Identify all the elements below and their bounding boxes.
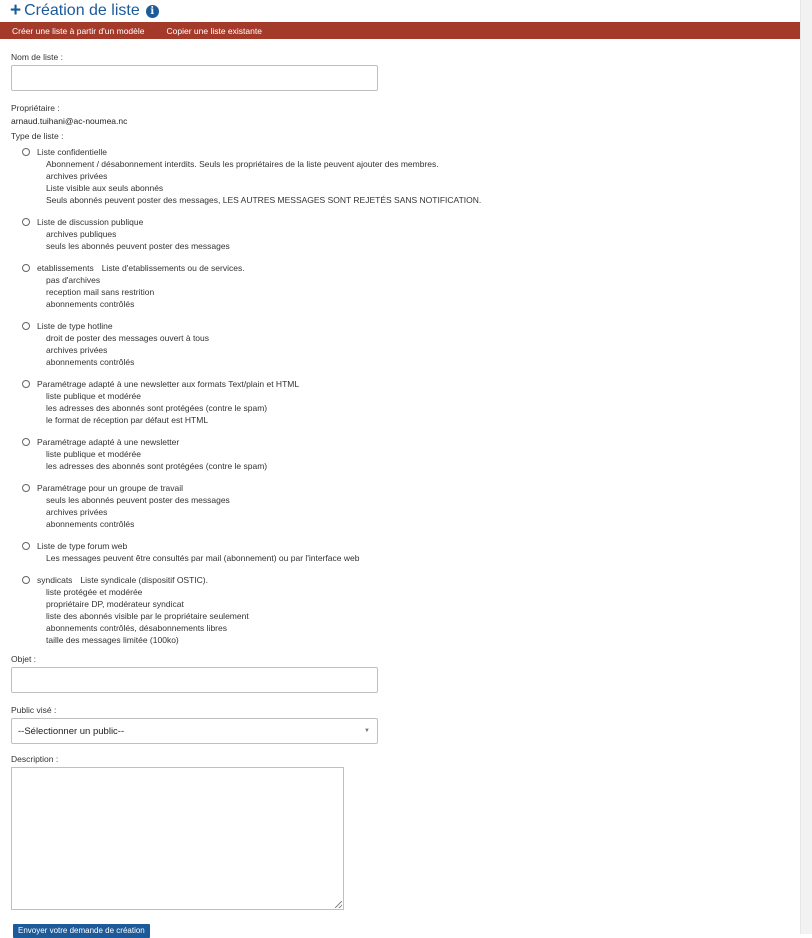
list-type-radio[interactable]	[22, 218, 30, 226]
scrollbar-track[interactable]	[800, 0, 812, 934]
list-type-option	[22, 320, 800, 368]
submit-request-button[interactable]: Envoyer votre demande de création	[13, 924, 150, 938]
list-type-description: Liste syndicale (dispositif OSTIC).	[80, 575, 208, 585]
list-type-detail: Abonnement / désabonnement interdits. Seuls les propriétaires de la liste peuvent ajouter des membres.	[46, 159, 439, 169]
list-type-detail: liste publique et modérée	[46, 391, 141, 401]
list-type-detail: abonnements contrôlés, désabonnements libres	[46, 623, 227, 633]
list-type-option	[22, 216, 800, 252]
list-type-radio[interactable]	[22, 576, 30, 584]
list-type-detail: pas d'archives	[46, 275, 101, 285]
tab-create-from-template[interactable]: Créer une liste à partir d'un modèle	[12, 25, 145, 36]
list-type-radio[interactable]	[22, 438, 30, 446]
list-type-detail: archives privées	[46, 345, 108, 355]
audience-select[interactable]	[11, 718, 378, 744]
subject-input[interactable]	[11, 667, 378, 693]
create-list-form	[0, 52, 800, 938]
list-type-option-body	[37, 482, 230, 530]
owner-label: Propriétaire :	[11, 103, 60, 113]
plus-icon: +	[10, 0, 22, 21]
list-type-radio[interactable]	[22, 484, 30, 492]
list-type-detail: Les messages peuvent être consultés par mail (abonnement) ou par l'interface web	[46, 553, 360, 563]
list-type-option-body	[37, 378, 299, 426]
description-textarea[interactable]	[11, 767, 344, 910]
list-type-options	[11, 146, 800, 646]
list-type-detail: abonnements contrôlés	[46, 357, 135, 367]
resize-handle-icon[interactable]	[335, 901, 342, 908]
description-label: Description :	[11, 754, 59, 764]
info-icon[interactable]: i	[146, 5, 159, 18]
list-type-detail: propriétaire DP, modérateur syndicat	[46, 599, 184, 609]
list-type-detail: liste publique et modérée	[46, 449, 141, 459]
list-type-detail: le format de réception par défaut est HTML	[46, 415, 209, 425]
caret-down-icon: ▼	[364, 728, 370, 734]
list-type-detail: Seuls abonnés peuvent poster des messages, LES AUTRES MESSAGES SONT REJETÉS SANS NOTIFICATION.	[46, 195, 482, 205]
list-type-title: Liste confidentielle	[37, 147, 107, 157]
list-name-input[interactable]	[11, 65, 378, 91]
list-type-title-text: etablissements	[37, 263, 94, 273]
list-type-radio[interactable]	[22, 148, 30, 156]
list-type-option-body	[37, 436, 267, 472]
list-type-detail: abonnements contrôlés	[46, 299, 135, 309]
list-type-detail: les adresses des abonnés sont protégées (contre le spam)	[46, 461, 268, 471]
audience-label: Public visé :	[11, 705, 57, 715]
list-type-detail: archives privées	[46, 507, 108, 517]
list-type-option	[22, 436, 800, 472]
list-type-detail: seuls les abonnés peuvent poster des messages	[46, 495, 230, 505]
list-type-radio[interactable]	[22, 542, 30, 550]
list-type-detail: droit de poster des messages ouvert à tous	[46, 333, 210, 343]
list-type-option-body	[37, 320, 209, 368]
list-type-detail: Liste visible aux seuls abonnés	[46, 183, 164, 193]
list-type-detail: archives privées	[46, 171, 108, 181]
list-type-title	[37, 262, 245, 274]
page-title-text: Création de liste	[24, 2, 140, 19]
page-title	[0, 0, 800, 22]
list-type-detail: liste protégée et modérée	[46, 587, 143, 597]
list-type-detail: taille des messages limitée (100ko)	[46, 635, 179, 645]
list-type-option	[22, 540, 800, 564]
list-type-detail: seuls les abonnés peuvent poster des messages	[46, 241, 230, 251]
list-type-option	[22, 146, 800, 206]
list-type-radio[interactable]	[22, 264, 30, 272]
list-type-option-body	[37, 146, 481, 206]
list-type-title: Liste de discussion publique	[37, 217, 144, 227]
list-type-option-body	[37, 540, 359, 564]
list-type-title: Paramétrage pour un groupe de travail	[37, 483, 184, 493]
list-type-detail: liste des abonnés visible par le propriétaire seulement	[46, 611, 249, 621]
list-type-option	[22, 378, 800, 426]
list-type-label: Type de liste :	[11, 131, 64, 141]
owner-value: arnaud.tuihani@ac-noumea.nc	[11, 116, 128, 126]
list-type-description: Liste d'etablissements ou de services.	[101, 263, 245, 273]
list-type-title	[37, 574, 249, 586]
list-type-radio[interactable]	[22, 322, 30, 330]
list-type-option	[22, 482, 800, 530]
list-type-title: Liste de type hotline	[37, 321, 113, 331]
list-type-option	[22, 574, 800, 646]
list-type-radio[interactable]	[22, 380, 30, 388]
list-type-option-body	[37, 262, 245, 310]
list-type-detail: abonnements contrôlés	[46, 519, 135, 529]
list-type-title: Liste de type forum web	[37, 541, 128, 551]
list-type-detail: reception mail sans restrition	[46, 287, 155, 297]
list-type-title-text: syndicats	[37, 575, 73, 585]
list-name-label: Nom de liste :	[11, 52, 63, 62]
list-type-title: Paramétrage adapté à une newsletter	[37, 437, 180, 447]
subject-label: Objet :	[11, 654, 37, 664]
list-type-title: Paramétrage adapté à une newsletter aux formats Text/plain et HTML	[37, 379, 300, 389]
list-type-option	[22, 262, 800, 310]
list-type-option-body	[37, 216, 230, 252]
list-type-detail: les adresses des abonnés sont protégées (contre le spam)	[46, 403, 268, 413]
list-type-option-body	[37, 574, 249, 646]
tab-bar	[0, 22, 800, 39]
tab-copy-existing-list[interactable]: Copier une liste existante	[166, 25, 262, 36]
list-type-detail: archives publiques	[46, 229, 117, 239]
audience-select-value: --Sélectionner un public--	[18, 725, 125, 737]
